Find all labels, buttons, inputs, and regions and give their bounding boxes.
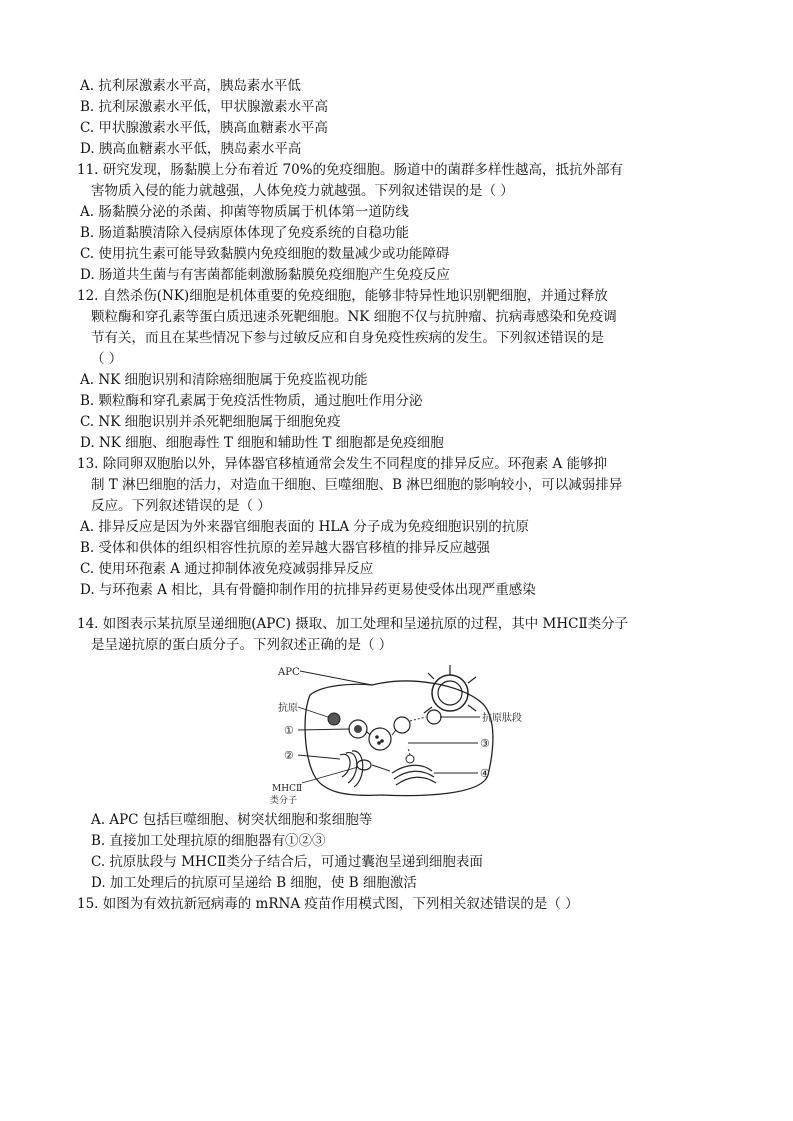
label-n1: ① [284,724,294,737]
cell-membrane [305,681,493,796]
q10-option-c: C. 甲状腺激素水平低，胰高血糖素水平高 [80,120,328,136]
lysosome [369,728,391,750]
q15-stem-line1: 15. 如图为有效抗新冠病毒的 mRNA 疫苗作用模式图，下列相关叙述错误的是（ ） [77,896,579,912]
q12-stem-line3: 节有关，而且在某些情况下参与过敏反应和自身免疫性疾病的发生。下列叙述错误的是 [91,330,604,346]
q12-stem-line4: （ ） [91,351,123,367]
label-apc: APC [278,667,300,678]
q11-option-b: B. 肠道黏膜清除入侵病原体体现了免疫系统的自稳功能 [80,225,410,241]
q13-stem-line2: 制 T 淋巴细胞的活力，对造血干细胞、巨噬细胞、B 淋巴细胞的影响较小，可以减弱排异 [91,477,623,493]
mhc-vesicle [357,760,371,770]
q12-stem-line2: 颗粒酶和穿孔素等蛋白质迅速杀死靶细胞。NK 细胞不仅与抗肿瘤、抗病毒感染和免疫调 [91,309,617,325]
label-n4: ④ [480,767,490,780]
q12-option-b: B. 颗粒酶和穿孔素属于免疫活性物质，通过胞吐作用分泌 [80,393,423,409]
q13-option-d: D. 与环孢素 A 相比，具有骨髓抑制作用的抗排异药更易使受体出现严重感染 [80,582,536,598]
q10-option-b: B. 抗利尿激素水平低，甲状腺激素水平高 [80,99,329,115]
label-peptide: 抗原肽段 [482,713,522,724]
q14-option-a: A. APC 包括巨噬细胞、树突状细胞和浆细胞等 [91,812,373,828]
q13-stem-line3: 反应。下列叙述错误的是（ ） [91,498,271,514]
label-antigen: 抗原 [278,703,298,714]
golgi [392,765,436,785]
q11-option-d: D. 肠道共生菌与有害菌都能刺激肠黏膜免疫细胞产生免疫反应 [80,267,450,283]
label-n2: ② [284,749,294,762]
q11-stem-line2: 害物质入侵的能力就越强，人体免疫力就越强。下列叙述错误的是（ ） [91,183,514,199]
antigen-particle [328,713,340,725]
label-mhc-line2: 类分子 [270,796,298,806]
q12-option-d: D. NK 细胞、细胞毒性 T 细胞和辅助性 T 细胞都是免疫细胞 [80,435,444,451]
q13-option-a: A. 排异反应是因为外来器官细胞表面的 HLA 分子成为免疫细胞识别的抗原 [80,519,529,535]
q11-option-c: C. 使用抗生素可能导致黏膜内免疫细胞的数量减少或功能障碍 [80,246,450,262]
q13-option-c: C. 使用环孢素 A 通过抑制体液免疫减弱排异反应 [80,561,374,577]
q12-option-a: A. NK 细胞识别和清除癌细胞属于免疫监视功能 [80,372,368,388]
vesicle-3 [394,717,410,733]
apc-diagram [262,655,552,810]
q14-option-d: D. 加工处理后的抗原可呈递给 B 细胞，使 B 细胞激活 [91,875,417,891]
q12-option-c: C. NK 细胞识别并杀死靶细胞属于细胞免疫 [80,414,341,430]
presented-antigen-vesicle [427,710,441,724]
q11-stem-line1: 11. 研究发现，肠黏膜上分布着近 70%的免疫细胞。肠道中的菌群多样性越高，抵抗外部有 [77,162,624,178]
q13-stem-line1: 13. 除同卵双胞胎以外，异体器官移植通常会发生不同程度的排异反应。环孢素 A 能够抑 [77,456,608,472]
label-n3: ③ [480,737,490,750]
q14-stem-line1: 14. 如图表示某抗原呈递细胞(APC) 摄取、加工处理和呈递抗原的过程，其中 MHCⅡ类分子 [77,616,629,632]
q10-option-a: A. 抗利尿激素水平高，胰岛素水平低 [80,78,301,94]
q13-option-b: B. 受体和供体的组织相容性抗原的差异越大器官移植的排异反应越强 [80,540,491,556]
q12-stem-line1: 12. 自然杀伤(NK)细胞是机体重要的免疫细胞，能够非特异性地识别靶细胞，并通过释放 [77,288,608,304]
q10-option-d: D. 胰高血糖素水平低，胰岛素水平高 [80,141,302,157]
q14-option-c: C. 抗原肽段与 MHCⅡ类分子结合后，可通过囊泡呈递到细胞表面 [91,854,483,870]
q11-option-a: A. 肠黏膜分泌的杀菌、抑菌等物质属于机体第一道防线 [80,204,409,220]
q14-stem-line2: 是呈递抗原的蛋白质分子。下列叙述正确的是（ ） [91,637,393,653]
label-mhc-line1: MHCⅡ [272,784,303,794]
q14-option-b: B. 直接加工处理抗原的细胞器有①②③ [91,833,326,849]
